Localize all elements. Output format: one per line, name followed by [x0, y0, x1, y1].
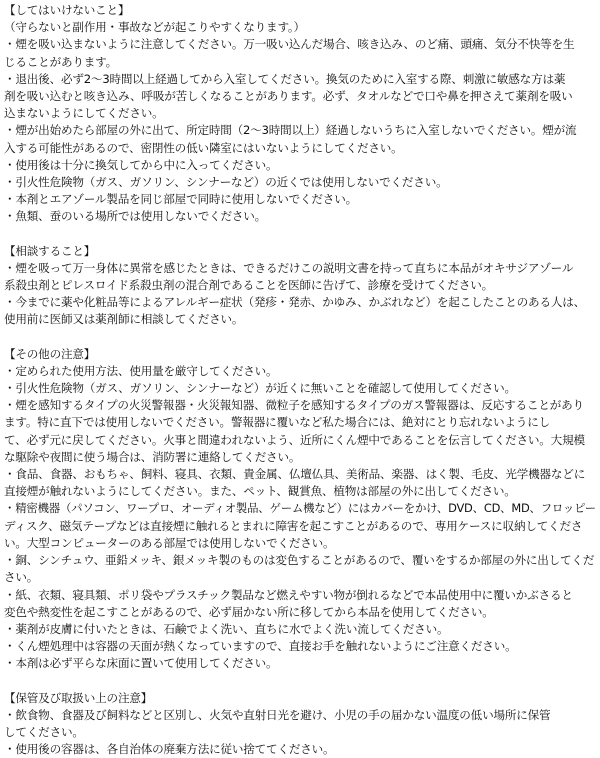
section-storage-handling	[4, 690, 596, 758]
text-line: ・煙が出始めたら部屋の外に出て、所定時間（2〜3時間以上）経過しないうちに入室しないでください。煙が流	[4, 123, 577, 138]
text-line: て、必ず元に戻してください。火事と間違われないよう、近所にくん煙中であることを伝言してください。大規模	[4, 432, 585, 447]
text-line: 系殺虫剤とピレスロイド系殺虫剤の混合剤であることを医師に告げて、診療を受けてください。	[4, 278, 494, 293]
text-line: 込まないようにしてください。	[4, 106, 164, 121]
text-line: な駆除や夜間に使う場合は、消防署に連絡してください。	[4, 449, 301, 464]
text-line: ・引火性危険物（ガス、ガソリン、シンナーなど）の近くでは使用しないでください。	[4, 175, 448, 190]
text-line: ・退出後、必ず2〜3時間以上経過してから入室してください。換気のために入室する際、刺激に敏感な方は薬	[4, 71, 566, 86]
text-line: ・使用後の容器は、各自治体の廃棄方法に従い捨ててください。	[4, 742, 335, 757]
text-line: ディスク、磁気テープなどは直接煙に触れるとまれに障害を起こすことがあるので、専用ケースに収納してくださ	[4, 518, 583, 533]
text-line: ・煙を吸い込まないように注意してください。万一吸い込んだ場合、咳き込み、のど痛、頭痛、気分不快等を生	[4, 37, 575, 52]
text-line: ・魚類、蚕のいる場所では使用しないでください。	[4, 209, 267, 224]
section-heading: 【保管及び取扱い上の注意】	[4, 690, 153, 705]
text-line: 直接煙が触れないようにしてください。また、ペット、観賞魚、植物は部屋の外に出してください。	[4, 484, 516, 499]
text-line: じることがあります。	[4, 54, 118, 69]
text-line: してください。	[4, 724, 84, 739]
section-dont-do	[4, 2, 596, 226]
text-line: 使用前に医師又は薬剤師に相談してください。	[4, 312, 244, 327]
section-other-notes	[4, 346, 596, 673]
text-line: ・定められた使用方法、使用量を厳守してください。	[4, 363, 278, 378]
text-line: ・精密機器（パソコン、ワープロ、オーディオ製品、ゲーム機など）にはカバーをかけ、DVD、CD、MD、フロッピー	[4, 501, 596, 516]
text-line: ・今までに薬や化粧品等によるアレルギー症状（発疹・発赤、かゆみ、かぶれなど）を起こしたことのある人は、	[4, 295, 586, 310]
section-heading: 【その他の注意】	[4, 346, 96, 361]
text-line: ・薬剤が皮膚に付いたときは、石鹸でよく洗い、直ちに水でよく洗い流してください。	[4, 621, 449, 636]
text-line: 変色や熱変性を起こすことがあるので、必ず届かない所に移してから本品を使用してください。	[4, 604, 494, 619]
section-consult	[4, 243, 596, 329]
text-line: ・使用後は十分に換気してから中に入ってください。	[4, 157, 278, 172]
text-line: い。大型コンピューターのある部屋では使用しないでください。	[4, 535, 335, 550]
section-heading: 【してはいけないこと】	[4, 3, 130, 17]
text-line: ・紙、衣類、寝具類、ポリ袋やプラスチック製品など燃えやすい物が倒れるなどで本品使用中に覆いかぶさると	[4, 587, 573, 602]
text-line: ・煙を感知するタイプの火災警報器・火災報知器、微粒子を感知するタイプのガス警報器は、反応することがあり	[4, 398, 584, 413]
text-line: ・本剤とエアゾール製品を同じ部屋で同時に使用しないでください。	[4, 192, 357, 207]
text-line: 剤を吸い込むと咳き込み、呼吸が苦しくなることがあります。必ず、タオルなどで口や鼻を押さえて薬剤を吸い	[4, 89, 573, 104]
section-heading: 【相談すること】	[4, 243, 96, 258]
text-line: （守らないと副作用・事故などが起こりやすくなります。）	[4, 20, 305, 35]
text-line: ・煙を吸って万一身体に異常を感じたときは、できるだけこの説明文書を持って直ちに本品がオキサジアゾール	[4, 260, 574, 275]
text-line: ・銅、シンチュウ、亜鉛メッキ、銀メッキ製のものは変色することがあるので、覆いをするか部屋の外に出してくだ	[4, 553, 595, 568]
text-line: さい。	[4, 570, 39, 585]
text-line: ・飲食物、食器及び飼料などと区別し、火気や直射日光を避け、小児の手の届かない温度の低い場所に保管	[4, 707, 551, 722]
text-line: ・本剤は必ず平らな床面に置いて使用してください。	[4, 656, 278, 671]
text-line: ・引火性危険物（ガス、ガソリン、シンナーなど）が近くに無いことを確認して使用してください。	[4, 381, 516, 396]
text-line: ます。特に直下では使用しないでください。警報器に覆いなど私た場合には、絶対にとり忘れないようにし	[4, 415, 550, 430]
text-line: 入する可能性があるので、密閉性の低い隣室にはいないようにしてください。	[4, 140, 403, 155]
text-line: ・食品、食器、おもちゃ、飼料、寝具、衣類、貴金属、仏壇仏具、美術品、楽器、はく製、毛皮、光学機器などに	[4, 467, 586, 482]
text-line: ・くん煙処理中は容器の天面が熱くなっていますので、直接お手を触れないようにご注意ください。	[4, 639, 517, 654]
